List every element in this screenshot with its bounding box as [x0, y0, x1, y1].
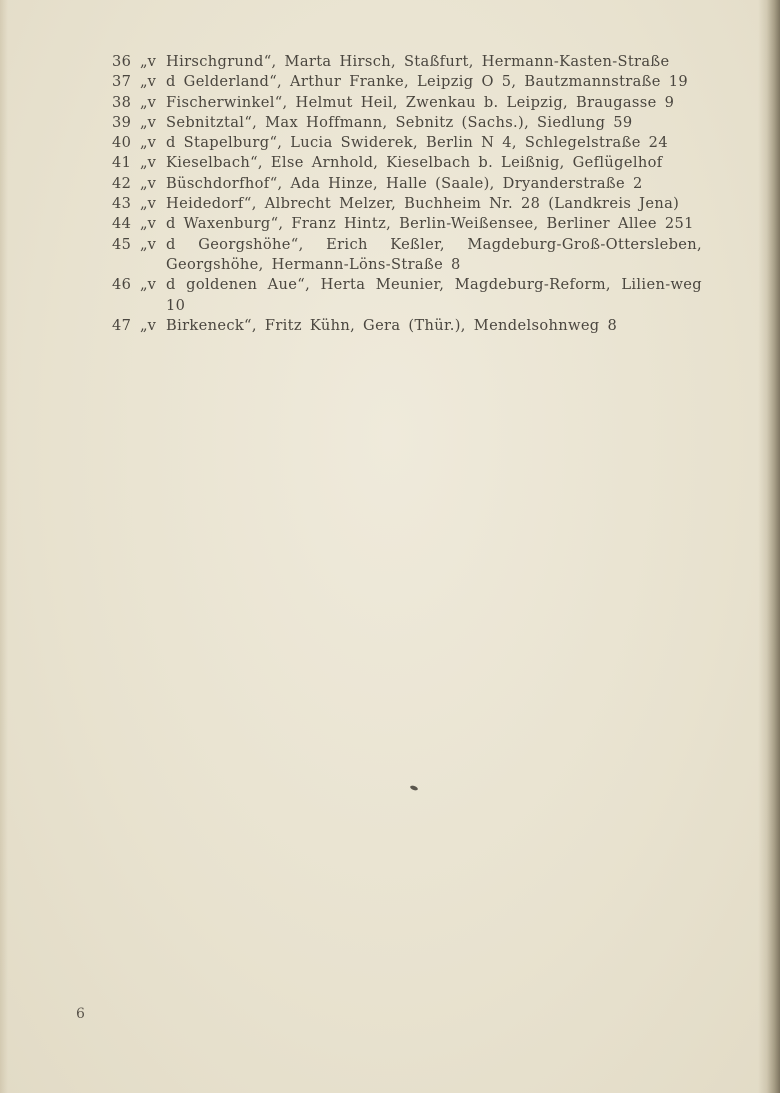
entry-number: 40 [112, 134, 132, 152]
entry-number: 37 [112, 73, 132, 91]
entry-number: 36 [112, 53, 132, 70]
list-item [112, 133, 702, 153]
entry-text: d Waxenburg“, Franz Hintz, Berlin-Weißensee, Berliner Allee 251 [166, 215, 694, 233]
entry-number: 38 [112, 93, 132, 111]
list-item [112, 113, 702, 133]
entry-list [112, 52, 702, 336]
entry-text: d Stapelburg“, Lucia Swiderek, Berlin N 4, Schlegelstraße 24 [166, 134, 668, 152]
list-item [112, 275, 702, 316]
list-item [112, 235, 702, 276]
entry-text: Birkeneck“, Fritz Kühn, Gera (Thür.), Mendelsohnweg 8 [166, 316, 618, 334]
entry-number: 47 [112, 316, 132, 334]
entry-number: 43 [112, 195, 132, 213]
entry-number: 44 [112, 215, 132, 233]
list-item [112, 174, 702, 194]
entry-number: 41 [112, 154, 132, 172]
entry-prefix: „v [140, 174, 157, 192]
entry-prefix: „v [140, 53, 157, 70]
entry-number: 42 [112, 174, 132, 192]
page-edge-shadow-left [0, 0, 8, 1093]
entry-text: Büschdorfhof“, Ada Hinze, Halle (Saale), Dryanderstraße 2 [166, 174, 643, 192]
entry-prefix: „v [140, 113, 157, 131]
entry-prefix: „v [140, 316, 157, 334]
entry-prefix: „v [140, 215, 157, 233]
entry-text: d Gelderland“, Arthur Franke, Leipzig O 5, Bautzmannstraße 19 [166, 73, 689, 91]
entry-prefix: „v [140, 93, 157, 111]
entry-text: Fischerwinkel“, Helmut Heil, Zwenkau b. Leipzig, Braugasse 9 [166, 93, 675, 111]
entry-text: Heidedorf“, Albrecht Melzer, Buchheim Nr. 28 (Landkreis Jena) [166, 195, 680, 213]
entry-number: 45 [112, 235, 132, 253]
entry-text: d Georgshöhe“, Erich Keßler, Magdeburg-Groß-Ottersleben, Georgshöhe, Hermann-Löns-Straße 8 [166, 235, 702, 273]
entry-prefix: „v [140, 195, 157, 213]
list-item [112, 316, 702, 336]
entry-text: d goldenen Aue“, Herta Meunier, Magdeburg-Reform, Lilien-weg 10 [166, 276, 702, 314]
page-number: 6 [76, 1006, 85, 1022]
entry-prefix: „v [140, 134, 157, 152]
entry-prefix: „v [140, 276, 157, 294]
entry-number: 46 [112, 276, 132, 294]
entry-text: Hirschgrund“, Marta Hirsch, Staßfurt, Hermann-Kasten-Straße [166, 53, 670, 70]
entry-number: 39 [112, 113, 132, 131]
list-item [112, 214, 702, 234]
entry-text: Sebnitztal“, Max Hoffmann, Sebnitz (Sachs.), Siedlung 59 [166, 113, 633, 131]
entry-prefix: „v [140, 235, 157, 253]
ink-speck [410, 785, 419, 791]
list-item [112, 72, 702, 92]
list-item [112, 194, 702, 214]
page-edge-shadow-right [758, 0, 780, 1093]
list-item [112, 52, 702, 72]
entry-prefix: „v [140, 154, 157, 172]
entry-prefix: „v [140, 73, 157, 91]
list-item [112, 93, 702, 113]
entry-text: Kieselbach“, Else Arnhold, Kieselbach b. Leißnig, Geflügelhof [166, 154, 663, 172]
list-item [112, 153, 702, 173]
